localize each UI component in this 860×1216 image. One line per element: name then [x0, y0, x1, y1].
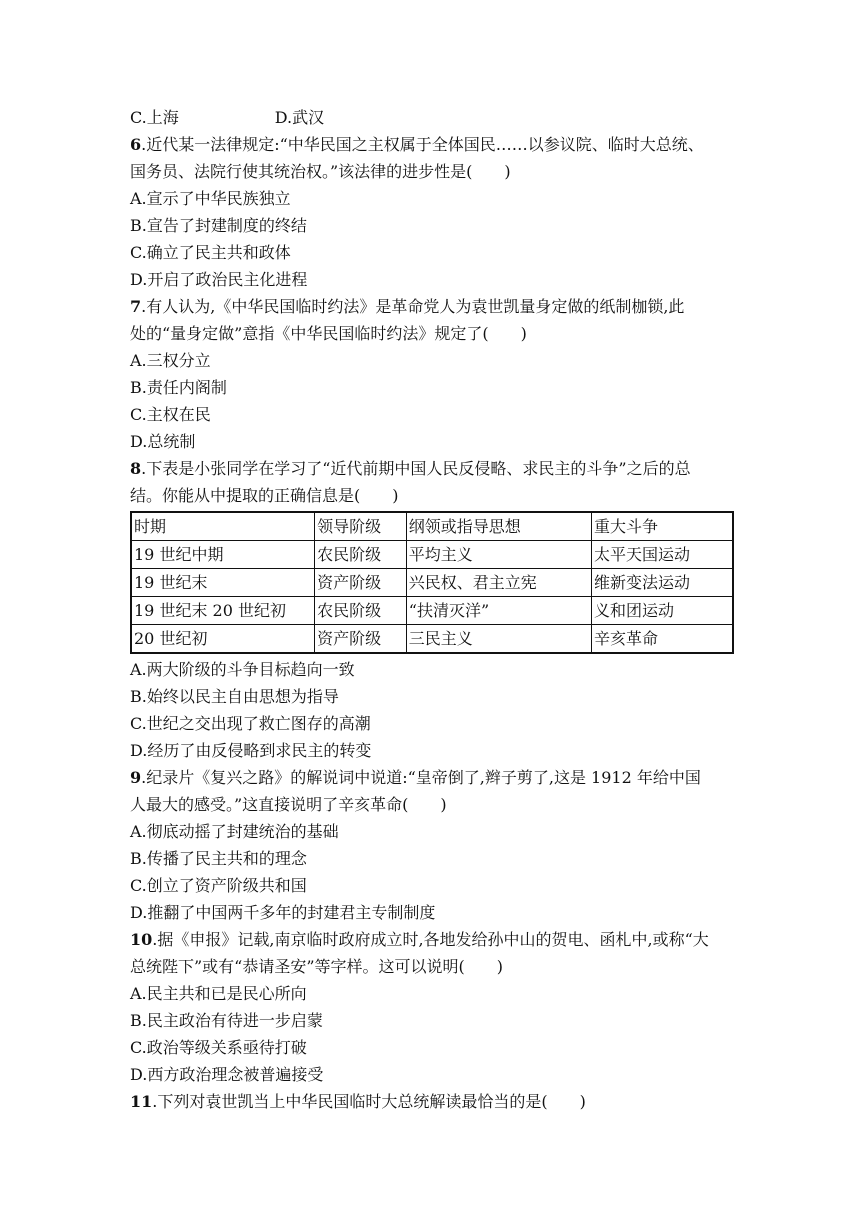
option-d: D.推翻了中国两千多年的封建君主专制制度 [130, 903, 436, 922]
option-b: B.民主政治有待进一步启蒙 [130, 1011, 323, 1030]
question-stem: .近代某一法律规定:“中华民国之主权属于全体国民……以参议院、临时大总统、 [141, 135, 704, 154]
question-stem: .下列对袁世凯当上中华民国临时大总统解读最恰当的是( ) [152, 1092, 586, 1111]
question-number: 8 [130, 459, 142, 478]
table-cell: 三民主义 [406, 625, 591, 654]
option-b: B.宣告了封建制度的终结 [130, 216, 307, 235]
table-cell: 19 世纪中期 [131, 541, 315, 569]
question-stem: .下表是小张同学在学习了“近代前期中国人民反侵略、求民主的斗争”之后的总 [141, 459, 691, 478]
question-7 [130, 293, 750, 455]
table-cell: 19 世纪末 20 世纪初 [131, 597, 315, 625]
question-number: 7 [130, 297, 142, 316]
table-cell: 平均主义 [406, 541, 591, 569]
option-d: D.总统制 [130, 432, 196, 451]
q5-options-tail [130, 104, 750, 131]
question-number: 6 [130, 135, 142, 154]
exam-page [130, 104, 750, 1115]
option-b: B.始终以民主自由思想为指导 [130, 687, 339, 706]
table-cell: 资产阶级 [315, 625, 407, 654]
table-header: 领导阶级 [315, 512, 407, 541]
table-cell: 太平天国运动 [592, 541, 733, 569]
option-d: D.经历了由反侵略到求民主的转变 [130, 741, 372, 760]
option-a: A.两大阶级的斗争目标趋向一致 [130, 660, 355, 679]
question-stem: 国务员、法院行使其统治权。”该法律的进步性是( ) [130, 162, 511, 181]
table-header: 重大斗争 [592, 512, 733, 541]
option-c: C.世纪之交出现了救亡图存的高潮 [130, 714, 371, 733]
table-cell: 19 世纪末 [131, 569, 315, 597]
question-9 [130, 764, 750, 926]
table-header: 纲领或指导思想 [406, 512, 591, 541]
question-stem: 结。你能从中提取的正确信息是( ) [130, 486, 399, 505]
table-header-row [131, 512, 733, 541]
option-d: D.西方政治理念被普遍接受 [130, 1065, 324, 1084]
table-cell: 农民阶级 [315, 541, 407, 569]
option-c: C.确立了民主共和政体 [130, 243, 291, 262]
option-a: A.宣示了中华民族独立 [130, 189, 291, 208]
option-b: B.传播了民主共和的理念 [130, 849, 307, 868]
table-cell: “扶清灭洋” [406, 597, 591, 625]
question-stem: 人最大的感受。”这直接说明了辛亥革命( ) [130, 795, 447, 814]
question-6 [130, 131, 750, 293]
option-c: C.创立了资产阶级共和国 [130, 876, 307, 895]
question-11 [130, 1088, 750, 1115]
question-10 [130, 926, 750, 1088]
question-8 [130, 455, 750, 764]
summary-table [130, 511, 734, 654]
question-stem: .纪录片《复兴之路》的解说词中说道:“皇帝倒了,辫子剪了,这是 1912 年给中国 [141, 768, 701, 787]
question-number: 9 [130, 768, 142, 787]
question-number: 11 [130, 1092, 153, 1111]
question-stem: .有人认为,《中华民国临时约法》是革命党人为袁世凯量身定做的纸制枷锁,此 [141, 297, 685, 316]
table-row [131, 569, 733, 597]
question-number: 10 [130, 930, 153, 949]
table-row [131, 625, 733, 654]
q5-option-d: D.武汉 [274, 108, 325, 127]
table-cell: 20 世纪初 [131, 625, 315, 654]
question-stem: 处的“量身定做”意指《中华民国临时约法》规定了( ) [130, 324, 527, 343]
q5-option-c: C.上海 [130, 108, 179, 127]
table-cell: 兴民权、君主立宪 [406, 569, 591, 597]
table-cell: 义和团运动 [592, 597, 733, 625]
table-cell: 辛亥革命 [592, 625, 733, 654]
table-cell: 维新变法运动 [592, 569, 733, 597]
table-cell: 资产阶级 [315, 569, 407, 597]
option-a: A.三权分立 [130, 351, 211, 370]
table-cell: 农民阶级 [315, 597, 407, 625]
option-d: D.开启了政治民主化进程 [130, 270, 308, 289]
option-c: C.主权在民 [130, 405, 211, 424]
table-row [131, 541, 733, 569]
table-header: 时期 [131, 512, 315, 541]
option-b: B.责任内阁制 [130, 378, 227, 397]
option-c: C.政治等级关系亟待打破 [130, 1038, 307, 1057]
table-row [131, 597, 733, 625]
question-stem: 总统陛下”或有“恭请圣安”等字样。这可以说明( ) [130, 957, 504, 976]
option-a: A.民主共和已是民心所向 [130, 984, 307, 1003]
option-a: A.彻底动摇了封建统治的基础 [130, 822, 339, 841]
question-stem: .据《申报》记载,南京临时政府成立时,各地发给孙中山的贺电、函札中,或称“大 [152, 930, 709, 949]
